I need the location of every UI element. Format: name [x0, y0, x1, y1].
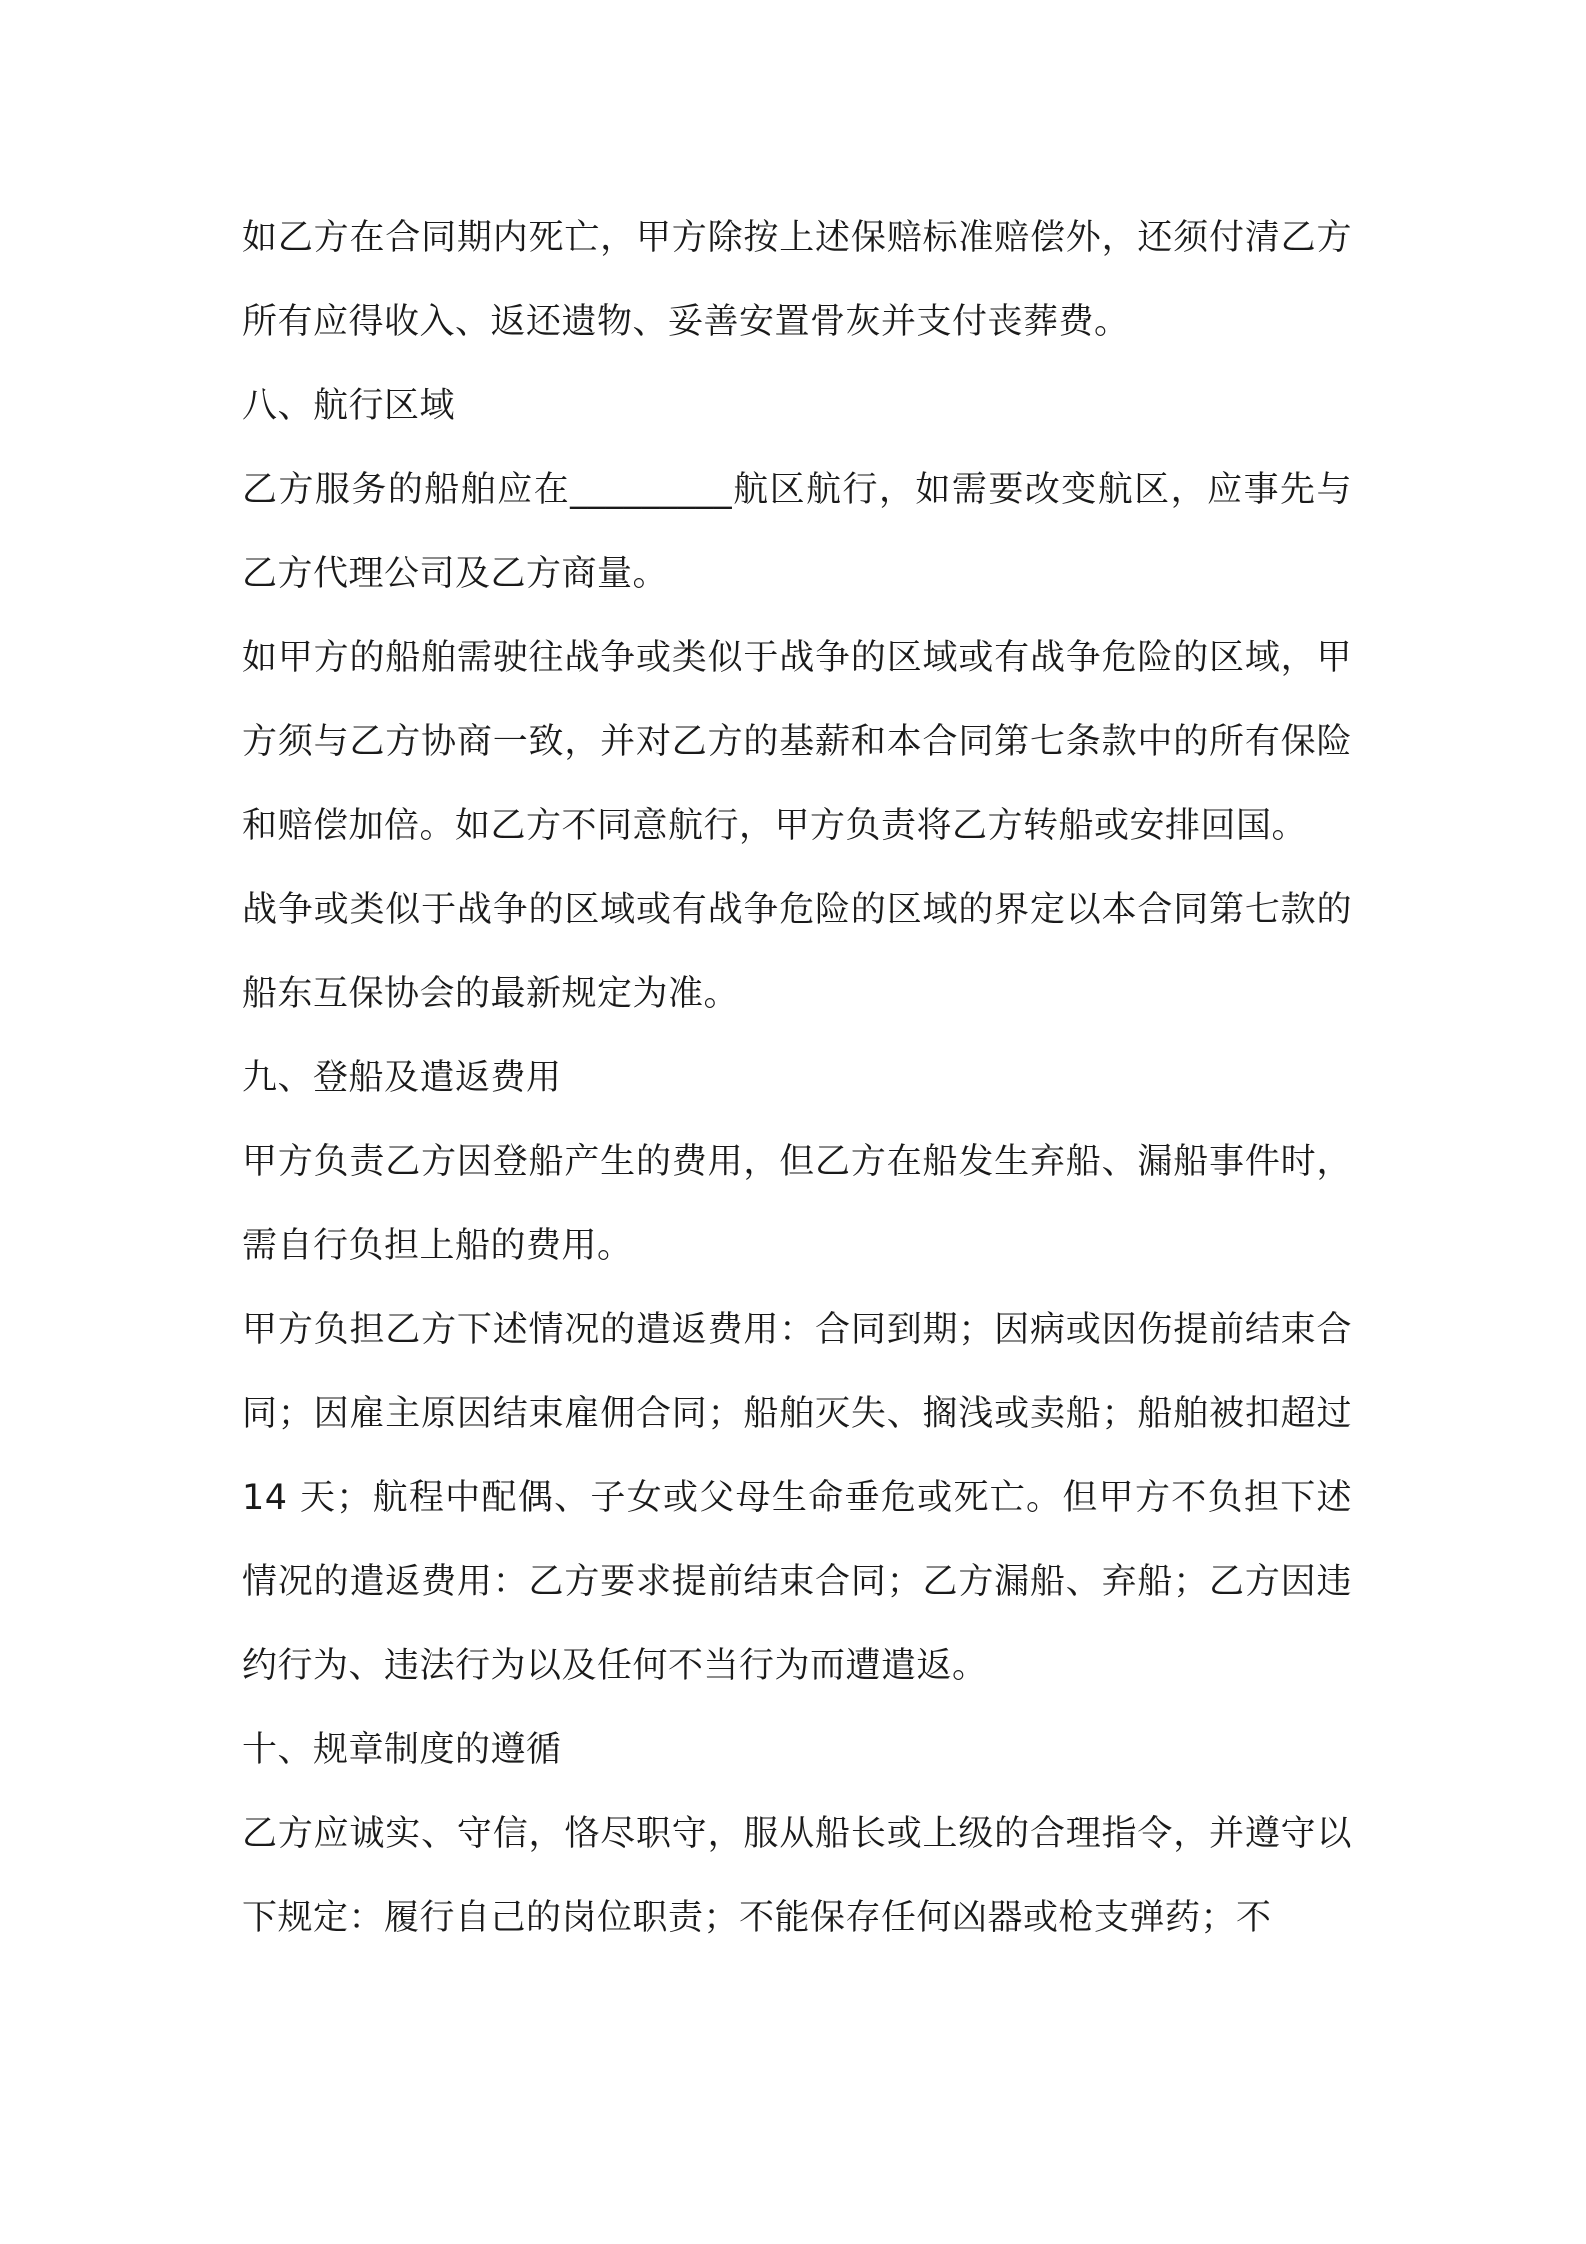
paragraph-war-zone: 如甲方的船舶需驶往战争或类似于战争的区域或有战争危险的区域，甲方须与乙方协商一致，并对乙方的基薪和本合同第七条款中的所有保险和赔偿加倍。如乙方不同意航行，甲方负责将乙方转船或安排回国。	[242, 638, 1352, 846]
paragraph-repatriation-costs: 甲方负担乙方下述情况的遣返费用：合同到期；因病或因伤提前结束合同；因雇主原因结束雇佣合同；船舶灭失、搁浅或卖船；船舶被扣超过 14 天；航程中配偶、子女或父母生命垂危或死亡。但甲方不负担下述情况的遣返费用：乙方要求提前结束合同；乙方漏船、弃船；乙方因违约行为、违法行为以及任何不当行为而遭遣返。	[242, 1310, 1352, 1686]
paragraph-navigation-area: 乙方服务的船舶应在_________航区航行，如需要改变航区，应事先与乙方代理公司及乙方商量。	[242, 470, 1352, 594]
paragraph-war-zone-definition: 战争或类似于战争的区域或有战争危险的区域的界定以本合同第七款的船东互保协会的最新规定为准。	[242, 890, 1352, 1014]
section-heading-8: 八、航行区域	[242, 386, 456, 426]
section-heading-9: 九、登船及遣返费用	[242, 1058, 562, 1098]
section-heading-10: 十、规章制度的遵循	[242, 1730, 562, 1770]
document-body	[242, 196, 1352, 1960]
paragraph-death-compensation: 如乙方在合同期内死亡，甲方除按上述保赔标准赔偿外，还须付清乙方所有应得收入、返还遗物、妥善安置骨灰并支付丧葬费。	[242, 218, 1352, 342]
paragraph-rules-compliance: 乙方应诚实、守信，恪尽职守，服从船长或上级的合理指令，并遵守以下规定：履行自己的岗位职责；不能保存任何凶器或枪支弹药；不	[242, 1814, 1352, 1938]
paragraph-boarding-costs: 甲方负责乙方因登船产生的费用，但乙方在船发生弃船、漏船事件时，需自行负担上船的费用。	[242, 1142, 1352, 1266]
